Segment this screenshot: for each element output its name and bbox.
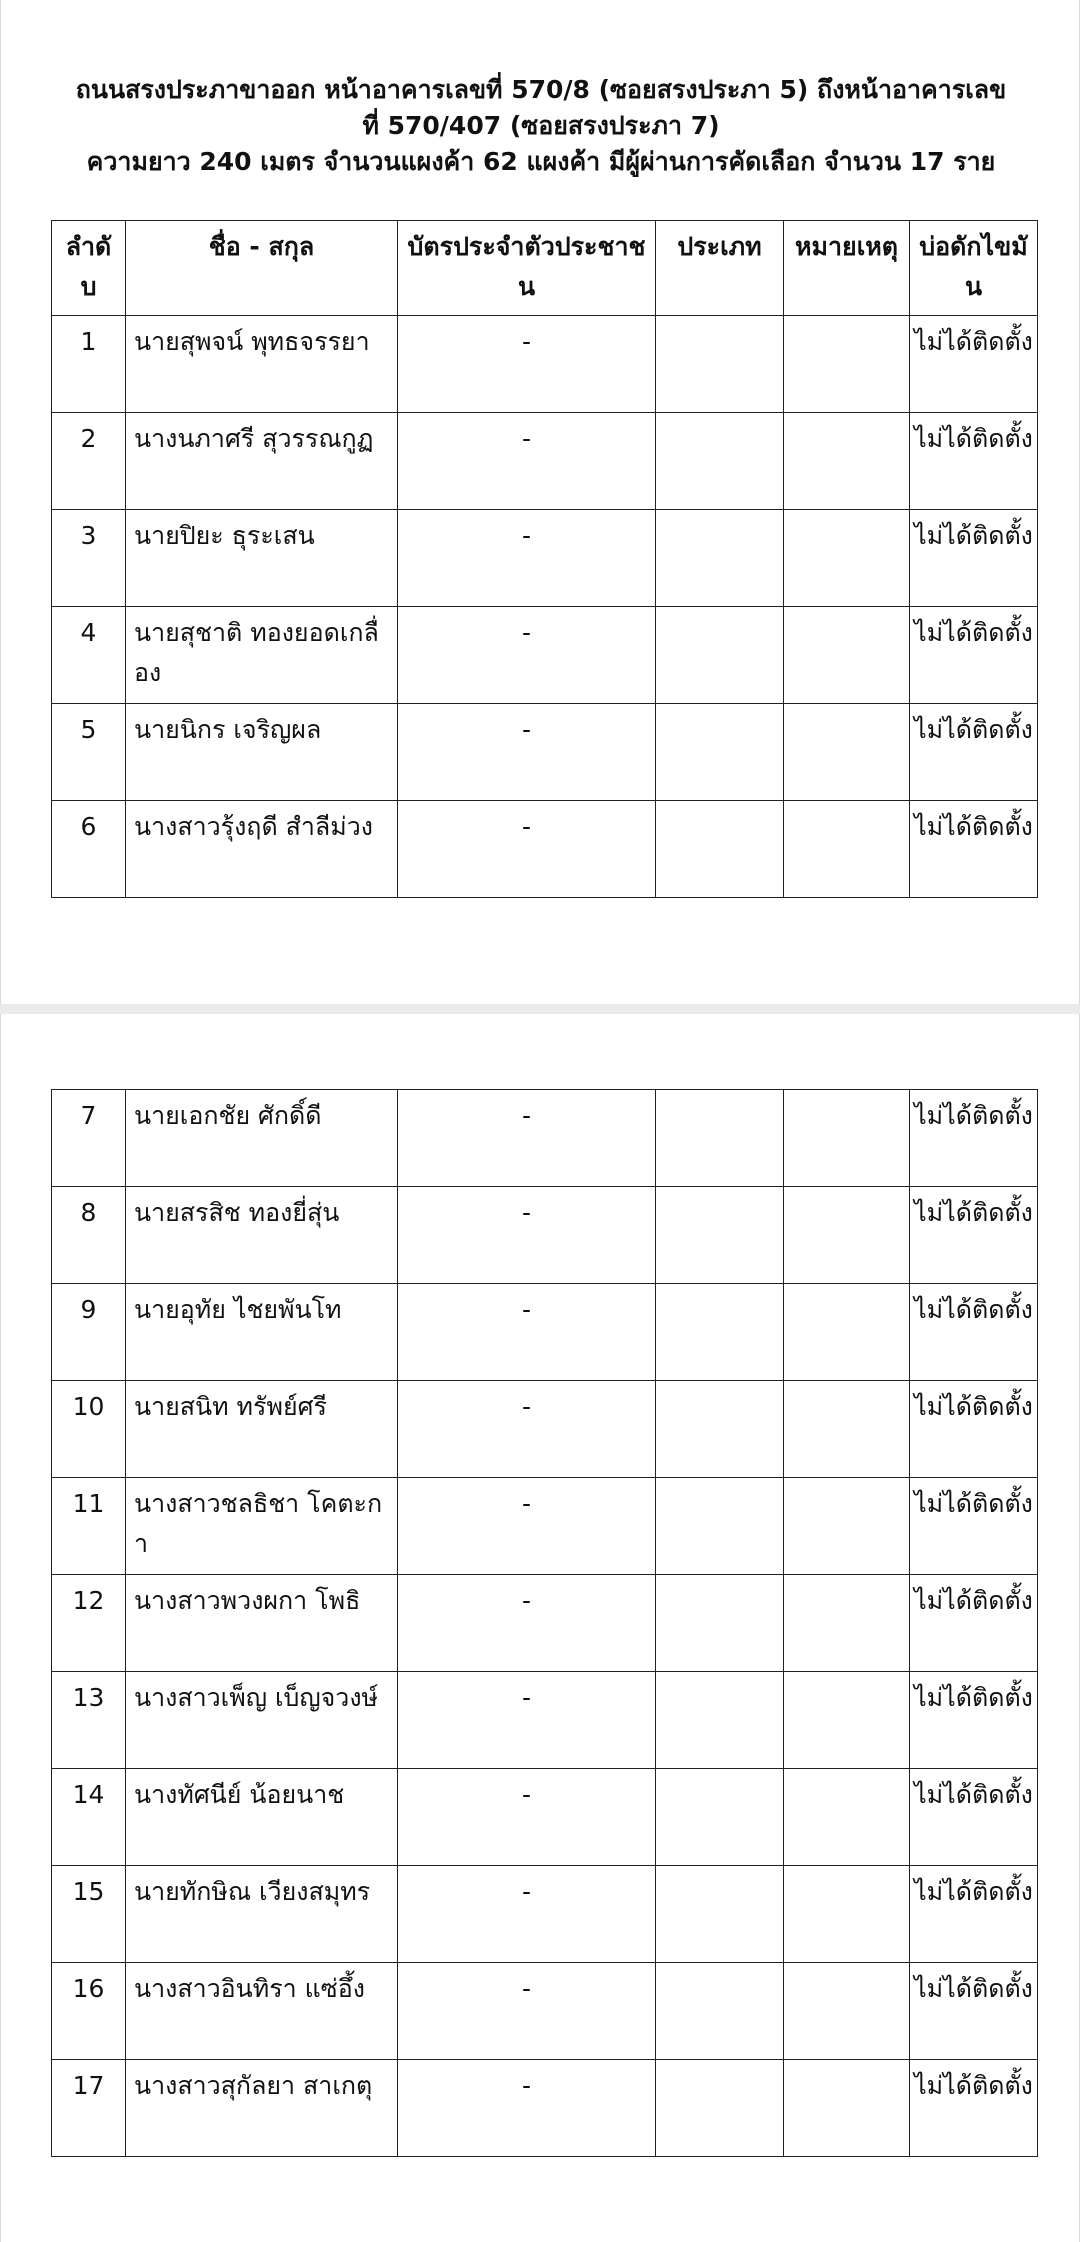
cell-name: นางสาวชลธิชา โคตะกา (126, 1478, 398, 1575)
cell-id-card: - (398, 1769, 656, 1866)
cell-remark (784, 704, 910, 801)
cell-grease-trap: ไม่ได้ติดตั้ง (910, 607, 1038, 704)
cell-no: 17 (52, 2060, 126, 2157)
cell-remark (784, 1866, 910, 1963)
cell-name: นายสุพจน์ พุทธจรรยา (126, 316, 398, 413)
cell-no: 8 (52, 1187, 126, 1284)
cell-grease-trap: ไม่ได้ติดตั้ง (910, 1672, 1038, 1769)
cell-grease-trap: ไม่ได้ติดตั้ง (910, 1090, 1038, 1187)
cell-no: 7 (52, 1090, 126, 1187)
cell-no: 13 (52, 1672, 126, 1769)
table-row (52, 1284, 1038, 1381)
cell-remark (784, 2060, 910, 2157)
cell-type (656, 704, 784, 801)
cell-type (656, 510, 784, 607)
cell-no: 12 (52, 1575, 126, 1672)
document-title-line-3: ความยาว 240 เมตร จำนวนแผงค้า 62 แผงค้า มีผู้ผ่านการคัดเลือก จำนวน 17 ราย (86, 147, 996, 176)
cell-type (656, 1090, 784, 1187)
cell-grease-trap: ไม่ได้ติดตั้ง (910, 704, 1038, 801)
cell-grease-trap: ไม่ได้ติดตั้ง (910, 1575, 1038, 1672)
cell-remark (784, 607, 910, 704)
cell-name: นางสาวอินทิรา แซ่อึ้ง (126, 1963, 398, 2060)
cell-no: 15 (52, 1866, 126, 1963)
cell-type (656, 2060, 784, 2157)
cell-type (656, 1672, 784, 1769)
cell-remark (784, 1478, 910, 1575)
cell-type (656, 1575, 784, 1672)
cell-no: 3 (52, 510, 126, 607)
cell-id-card: - (398, 1866, 656, 1963)
table-body-page-1 (52, 316, 1038, 898)
cell-remark (784, 801, 910, 898)
table-row (52, 704, 1038, 801)
header-grease-trap: บ่อดักไขมัน (910, 221, 1038, 316)
vendor-table-page-2 (51, 1089, 1038, 2157)
cell-no: 9 (52, 1284, 126, 1381)
cell-no: 2 (52, 413, 126, 510)
table-row (52, 316, 1038, 413)
table-row (52, 510, 1038, 607)
cell-name: นางสาวเพ็ญ เบ็ญจวงษ์ (126, 1672, 398, 1769)
table-row (52, 1478, 1038, 1575)
table-row (52, 1963, 1038, 2060)
cell-remark (784, 1187, 910, 1284)
cell-grease-trap: ไม่ได้ติดตั้ง (910, 801, 1038, 898)
table-row (52, 1575, 1038, 1672)
cell-grease-trap: ไม่ได้ติดตั้ง (910, 1284, 1038, 1381)
cell-grease-trap: ไม่ได้ติดตั้ง (910, 1963, 1038, 2060)
table-row (52, 1090, 1038, 1187)
cell-type (656, 413, 784, 510)
vendor-table-page-1 (51, 220, 1038, 898)
cell-remark (784, 1575, 910, 1672)
cell-grease-trap: ไม่ได้ติดตั้ง (910, 1187, 1038, 1284)
cell-no: 16 (52, 1963, 126, 2060)
cell-grease-trap: ไม่ได้ติดตั้ง (910, 2060, 1038, 2157)
table-row (52, 1672, 1038, 1769)
cell-grease-trap: ไม่ได้ติดตั้ง (910, 510, 1038, 607)
table-row (52, 801, 1038, 898)
cell-remark (784, 1284, 910, 1381)
cell-type (656, 1963, 784, 2060)
cell-remark (784, 1381, 910, 1478)
cell-no: 14 (52, 1769, 126, 1866)
cell-id-card: - (398, 2060, 656, 2157)
cell-id-card: - (398, 510, 656, 607)
cell-id-card: - (398, 1478, 656, 1575)
cell-no: 6 (52, 801, 126, 898)
table-body-page-2 (52, 1090, 1038, 2157)
header-name: ชื่อ - สกุล (126, 221, 398, 316)
cell-id-card: - (398, 1672, 656, 1769)
cell-type (656, 1381, 784, 1478)
table-header-row (52, 221, 1038, 316)
table-row (52, 1866, 1038, 1963)
cell-remark (784, 413, 910, 510)
header-no: ลำดับ (52, 221, 126, 316)
table-row (52, 1381, 1038, 1478)
cell-remark (784, 1090, 910, 1187)
cell-id-card: - (398, 1381, 656, 1478)
cell-id-card: - (398, 704, 656, 801)
document-page-2 (0, 1014, 1080, 2242)
cell-no: 1 (52, 316, 126, 413)
cell-no: 4 (52, 607, 126, 704)
cell-name: นางสาวพวงผกา โพธิ (126, 1575, 398, 1672)
cell-name: นายสนิท ทรัพย์ศรี (126, 1381, 398, 1478)
cell-type (656, 1769, 784, 1866)
cell-type (656, 1866, 784, 1963)
cell-name: นายปิยะ ธุระเสน (126, 510, 398, 607)
cell-id-card: - (398, 1187, 656, 1284)
document-title-line-2: ที่ 570/407 (ซอยสรงประภา 7) (362, 111, 720, 140)
cell-id-card: - (398, 316, 656, 413)
cell-remark (784, 1672, 910, 1769)
cell-no: 5 (52, 704, 126, 801)
cell-name: นายทักษิณ เวียงสมุทร (126, 1866, 398, 1963)
cell-grease-trap: ไม่ได้ติดตั้ง (910, 1381, 1038, 1478)
cell-grease-trap: ไม่ได้ติดตั้ง (910, 1769, 1038, 1866)
cell-type (656, 801, 784, 898)
header-id-card: บัตรประจำตัวประชาชน (398, 221, 656, 316)
cell-type (656, 1187, 784, 1284)
cell-id-card: - (398, 1575, 656, 1672)
cell-no: 11 (52, 1478, 126, 1575)
table-row (52, 1769, 1038, 1866)
cell-grease-trap: ไม่ได้ติดตั้ง (910, 1866, 1038, 1963)
cell-type (656, 607, 784, 704)
cell-grease-trap: ไม่ได้ติดตั้ง (910, 316, 1038, 413)
cell-type (656, 316, 784, 413)
cell-name: นางสาวรุ้งฤดี สำลีม่วง (126, 801, 398, 898)
table-row (52, 2060, 1038, 2157)
header-type: ประเภท (656, 221, 784, 316)
cell-name: นางนภาศรี สุวรรณกูฏ (126, 413, 398, 510)
document-title-line-1: ถนนสรงประภาขาออก หน้าอาคารเลขที่ 570/8 (ซอยสรงประภา 5) ถึงหน้าอาคารเลข (75, 75, 1007, 104)
cell-grease-trap: ไม่ได้ติดตั้ง (910, 1478, 1038, 1575)
cell-grease-trap: ไม่ได้ติดตั้ง (910, 413, 1038, 510)
cell-name: นายอุทัย ไชยพันโท (126, 1284, 398, 1381)
cell-remark (784, 1963, 910, 2060)
table-row (52, 1187, 1038, 1284)
cell-name: นายสรสิช ทองยี่สุ่น (126, 1187, 398, 1284)
cell-id-card: - (398, 413, 656, 510)
cell-name: นายเอกชัย ศักดิ์ดี (126, 1090, 398, 1187)
document-page-1 (0, 0, 1080, 1004)
cell-remark (784, 510, 910, 607)
cell-remark (784, 316, 910, 413)
cell-no: 10 (52, 1381, 126, 1478)
cell-id-card: - (398, 1090, 656, 1187)
cell-id-card: - (398, 1284, 656, 1381)
cell-name: นายสุชาติ ทองยอดเกลื่อง (126, 607, 398, 704)
table-row (52, 413, 1038, 510)
cell-type (656, 1284, 784, 1381)
cell-id-card: - (398, 1963, 656, 2060)
cell-name: นางทัศนีย์ น้อยนาช (126, 1769, 398, 1866)
cell-remark (784, 1769, 910, 1866)
table-row (52, 607, 1038, 704)
header-remark: หมายเหตุ (784, 221, 910, 316)
cell-name: นายนิกร เจริญผล (126, 704, 398, 801)
cell-id-card: - (398, 607, 656, 704)
cell-type (656, 1478, 784, 1575)
cell-id-card: - (398, 801, 656, 898)
cell-name: นางสาวสุกัลยา สาเกตุ (126, 2060, 398, 2157)
